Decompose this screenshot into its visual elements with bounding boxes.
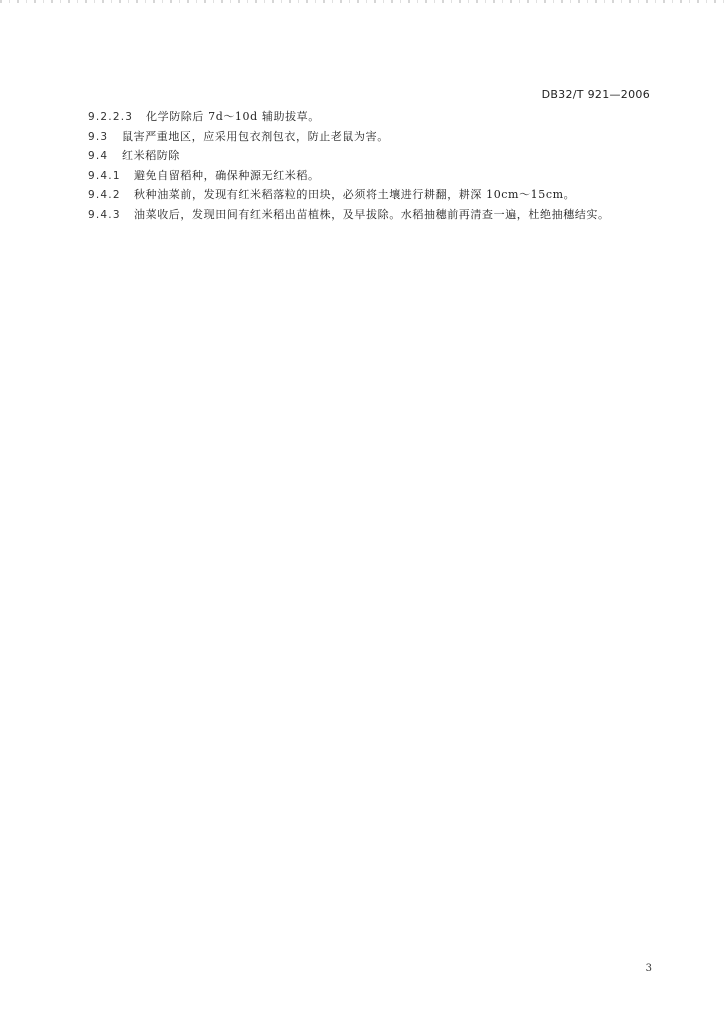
clause-number: 9.4.2: [88, 189, 121, 201]
clause-9-4: [88, 147, 688, 167]
clause-text: 红米稻防除: [122, 149, 180, 162]
clause-text: 油菜收后，发现田间有红米稻出苗植株，及早拔除。水稻抽穗前再清查一遍，杜绝抽穗结实。: [134, 207, 610, 221]
clause-number: 9.4: [88, 150, 109, 162]
page-number: 3: [645, 963, 652, 974]
clause-9-4-1: [88, 167, 688, 187]
clause-number: 9.3: [88, 130, 109, 143]
clause-text: 秋种油菜前，发现有红米稻落粒的田块，必须将土壤进行耕翻，耕深 10cm～15cm。: [134, 188, 576, 201]
clause-9-2-2-3: [88, 108, 688, 128]
clause-text: 避免自留稻种，确保种源无红米稻。: [134, 168, 320, 182]
clause-number: 9.4.1: [88, 169, 121, 182]
clause-9-3: [88, 128, 688, 148]
clause-number: 9.4.3: [88, 208, 121, 221]
clause-list: [88, 108, 688, 225]
scan-edge-artifact: [0, 0, 724, 3]
clause-number: 9.2.2.3: [88, 111, 134, 123]
clause-9-4-3: [88, 206, 688, 226]
clause-9-4-2: [88, 186, 688, 206]
clause-text: 鼠害严重地区，应采用包衣剂包衣，防止老鼠为害。: [122, 129, 389, 143]
clause-text: 化学防除后 7d～10d 辅助拔草。: [146, 110, 320, 123]
standard-code: DB32/T 921—2006: [541, 88, 650, 101]
